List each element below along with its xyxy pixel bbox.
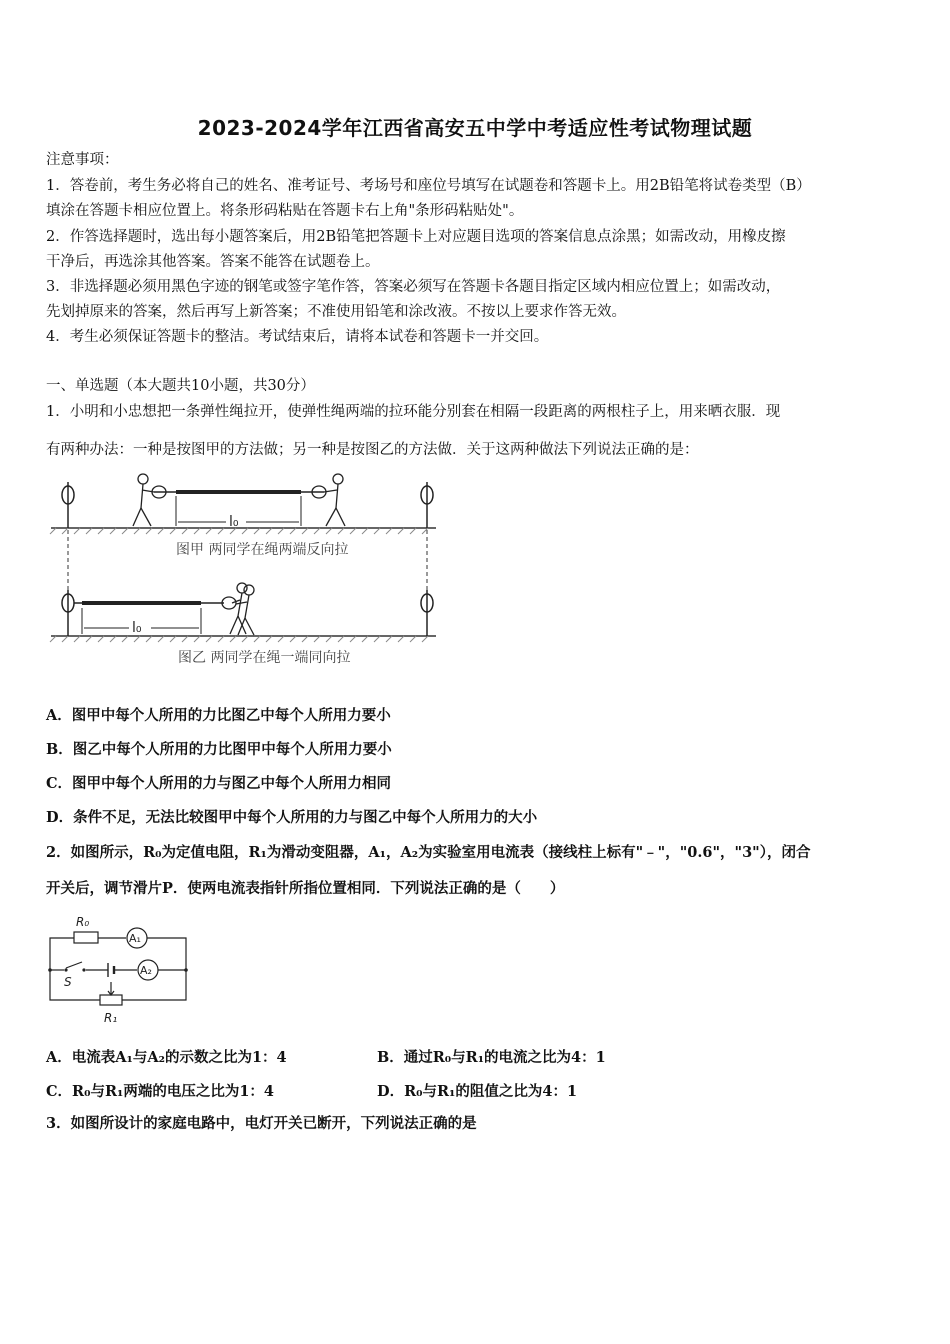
question-1-option-d: D．条件不足，无法比较图甲中每个人所用的力与图乙中每个人所用力的大小 bbox=[46, 809, 538, 826]
notice-heading: 注意事项： bbox=[46, 152, 119, 168]
question-1-text: 1．小明和小忠想把一条弹性绳拉开，使弹性绳两端的拉环能分别套在相隔一段距离的两根柱子上，用来晒衣服．现 bbox=[46, 404, 781, 420]
notice-line: 4．考生必须保证答题卡的整洁。考试结束后，请将本试卷和答题卡一并交回。 bbox=[46, 329, 549, 345]
notice-line: 先划掉原来的答案，然后再写上新答案；不准使用铅笔和涂改液。不按以上要求作答无效。 bbox=[46, 304, 626, 320]
question-1-figure bbox=[46, 470, 446, 670]
question-2-option-c: C．R₀与R₁两端的电压之比为1：4 bbox=[46, 1083, 275, 1100]
page-title: 2023-2024学年江西省高安五中学中考适应性考试物理试题 bbox=[197, 116, 753, 140]
notice-line: 填涂在答题卡相应位置上。将条形码粘贴在答题卡右上角"条形码粘贴处"。 bbox=[46, 203, 524, 219]
notice-line: 干净后，再选涂其他答案。答案不能答在试题卷上。 bbox=[46, 254, 380, 270]
question-2-text: 开关后，调节滑片P．使两电流表指针所指位置相同．下列说法正确的是（ ） bbox=[46, 880, 565, 897]
notice-line: 1．答卷前，考生务必将自己的姓名、准考证号、考场号和座位号填写在试题卷和答题卡上。用2B铅笔将试卷类型（B） bbox=[46, 178, 811, 194]
section-heading: 一、单选题（本大题共10小题，共30分） bbox=[46, 378, 315, 394]
question-2-circuit bbox=[44, 910, 194, 1028]
circuit-r1-label: R₁ bbox=[104, 1011, 118, 1025]
ammeter-a2-icon: A₂ bbox=[140, 964, 152, 977]
question-1-option-b: B．图乙中每个人所用的力比图甲中每个人所用力要小 bbox=[46, 741, 392, 758]
question-2-text: 2．如图所示，R₀为定值电阻，R₁为滑动变阻器，A₁，A₂为实验室用电流表（接线柱上标有"﹣"，"0.6"，"3"），闭合 bbox=[46, 844, 811, 861]
notice-line: 3．非选择题必须用黑色字迹的钢笔或签字笔作答，答案必须写在答题卡各题目指定区域内相应位置上；如需改动， bbox=[46, 279, 781, 295]
notice-line: 2．作答选择题时，选出每小题答案后，用2B铅笔把答题卡上对应题目选项的答案信息点涂黑；如需改动，用橡皮擦 bbox=[46, 229, 786, 245]
fig-bottom-caption: 图乙 两同学在绳一端同向拉 bbox=[178, 650, 351, 666]
ammeter-a1-icon: A₁ bbox=[129, 932, 141, 945]
fig-top-length-label: l₀ bbox=[229, 514, 239, 530]
question-2-option-d: D．R₀与R₁的阻值之比为4：1 bbox=[377, 1083, 578, 1100]
question-3-text: 3．如图所设计的家庭电路中，电灯开关已断开，下列说法正确的是 bbox=[46, 1115, 477, 1132]
fig-bottom-length-label: l₀ bbox=[132, 620, 142, 636]
question-1-option-c: C．图甲中每个人所用的力与图乙中每个人所用力相同 bbox=[46, 775, 392, 792]
circuit-r0-label: R₀ bbox=[76, 915, 90, 929]
question-1-text: 有两种办法：一种是按图甲的方法做；另一种是按图乙的方法做．关于这两种做法下列说法正确的是： bbox=[46, 442, 699, 458]
question-1-option-a: A．图甲中每个人所用的力比图乙中每个人所用力要小 bbox=[46, 707, 391, 724]
circuit-switch-label: S bbox=[64, 975, 72, 989]
fig-top-caption: 图甲 两同学在绳两端反向拉 bbox=[176, 542, 349, 558]
question-2-option-b: B．通过R₀与R₁的电流之比为4：1 bbox=[377, 1049, 606, 1066]
question-2-option-a: A．电流表A₁与A₂的示数之比为1：4 bbox=[46, 1049, 287, 1066]
